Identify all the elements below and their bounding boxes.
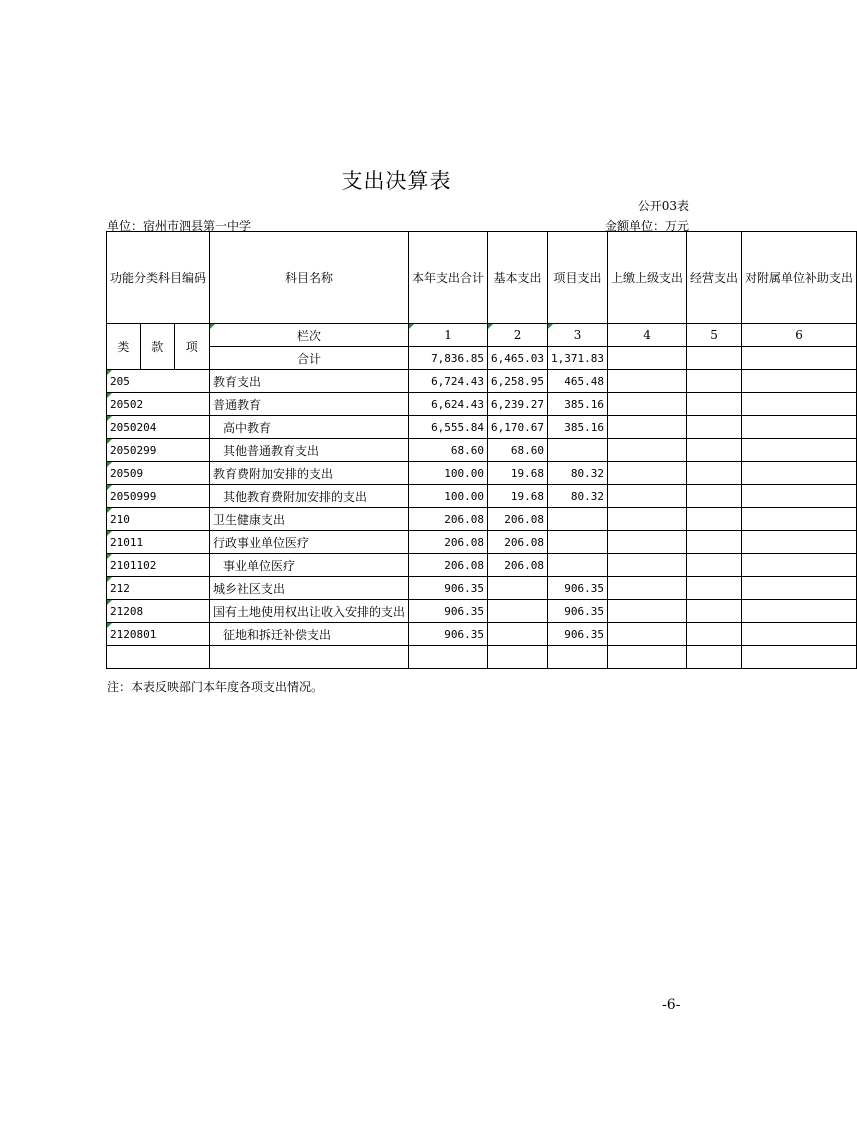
page-number: -6-: [662, 997, 681, 1013]
row-name-cell: [210, 508, 409, 531]
row-code-cell: 2050204: [107, 416, 210, 439]
header-total: 本年支出合计: [409, 232, 488, 324]
header-xiang: 项: [174, 324, 209, 370]
row-project-cell: 906.35: [548, 600, 608, 623]
row-name: 教育费附加安排的支出: [213, 466, 334, 481]
row-name: 其他普通教育支出: [223, 443, 320, 458]
row-code-cell: 205: [107, 370, 210, 393]
row-code-cell: 210: [107, 508, 210, 531]
expenditure-table: [106, 231, 857, 669]
row-name: 普通教育: [213, 397, 262, 412]
row-name-cell: [210, 623, 409, 646]
row-basic-cell: 206.08: [488, 508, 548, 531]
row-name-cell: [210, 462, 409, 485]
table-row: [107, 600, 857, 623]
header-subject-name: 科目名称: [210, 232, 409, 324]
header-basic: 基本支出: [488, 232, 548, 324]
row-basic-cell: 68.60: [488, 439, 548, 462]
row-total-cell: 6,724.43: [409, 370, 488, 393]
total-amount: 7,836.85: [409, 347, 488, 370]
row-basic-cell: [488, 623, 548, 646]
row-basic-cell: 6,239.27: [488, 393, 548, 416]
row-total-cell: 6,555.84: [409, 416, 488, 439]
row-project-cell: 906.35: [548, 623, 608, 646]
row-code-cell: 212: [107, 577, 210, 600]
col-num-1: 1: [409, 324, 488, 347]
row-code-cell: 20502: [107, 393, 210, 416]
row-name-cell: [210, 485, 409, 508]
header-subsidy: 对附属单位补助支出: [742, 232, 857, 324]
row-name: 高中教育: [223, 420, 272, 435]
column-order-label: 栏次: [210, 324, 409, 347]
row-name: 国有土地使用权出让收入安排的支出: [213, 604, 406, 619]
row-total-cell: 206.08: [409, 531, 488, 554]
col-num-2: 2: [488, 324, 548, 347]
header-lei: 类: [107, 324, 141, 370]
row-total-cell: 206.08: [409, 508, 488, 531]
col-num-5: 5: [687, 324, 742, 347]
header-func-code: 功能分类科目编码: [107, 232, 210, 324]
table-row: [107, 485, 857, 508]
row-total-cell: 906.35: [409, 623, 488, 646]
row-total-cell: 68.60: [409, 439, 488, 462]
row-basic-cell: 6,258.95: [488, 370, 548, 393]
row-basic-cell: 19.68: [488, 462, 548, 485]
row-basic-cell: 19.68: [488, 485, 548, 508]
row-basic-cell: 206.08: [488, 531, 548, 554]
row-project-cell: 465.48: [548, 370, 608, 393]
row-total-cell: 6,624.43: [409, 393, 488, 416]
row-project-cell: 906.35: [548, 577, 608, 600]
column-order-row: [107, 324, 857, 347]
row-name-cell: [210, 393, 409, 416]
row-name-cell: [210, 370, 409, 393]
row-basic-cell: [488, 600, 548, 623]
table-row: [107, 393, 857, 416]
row-total-cell: 100.00: [409, 485, 488, 508]
table-row: [107, 577, 857, 600]
table-row: [107, 508, 857, 531]
empty-row: [107, 646, 857, 669]
table-row: [107, 623, 857, 646]
row-code-cell: 2120801: [107, 623, 210, 646]
col-num-4: 4: [608, 324, 687, 347]
row-name: 行政事业单位医疗: [213, 535, 310, 550]
row-name-cell: [210, 531, 409, 554]
row-basic-cell: [488, 577, 548, 600]
row-code-cell: 2050999: [107, 485, 210, 508]
row-name: 事业单位医疗: [223, 558, 296, 573]
row-project-cell: [548, 439, 608, 462]
row-name-cell: [210, 554, 409, 577]
table-row: [107, 370, 857, 393]
total-label: 合计: [210, 347, 409, 370]
row-name: 其他教育费附加安排的支出: [223, 489, 368, 504]
table-row: [107, 554, 857, 577]
row-code-cell: 20509: [107, 462, 210, 485]
row-code-cell: 21011: [107, 531, 210, 554]
row-project-cell: [548, 554, 608, 577]
reporting-unit: 单位：宿州市泗县第一中学: [107, 219, 252, 233]
row-basic-cell: 6,170.67: [488, 416, 548, 439]
row-code-cell: 21208: [107, 600, 210, 623]
table-row: [107, 439, 857, 462]
header-project: 项目支出: [548, 232, 608, 324]
amount-unit: 金额单位：万元: [604, 219, 689, 233]
row-project-cell: [548, 508, 608, 531]
col-num-6: 6: [742, 324, 857, 347]
row-name: 卫生健康支出: [213, 512, 286, 527]
footnote: 注：本表反映部门本年度各项支出情况。: [107, 680, 324, 694]
row-code-cell: 2050299: [107, 439, 210, 462]
row-name: 征地和拆迁补偿支出: [223, 627, 332, 642]
row-total-cell: 100.00: [409, 462, 488, 485]
row-name-cell: [210, 577, 409, 600]
row-project-cell: 385.16: [548, 416, 608, 439]
row-project-cell: 80.32: [548, 462, 608, 485]
row-name-cell: [210, 416, 409, 439]
row-name: 城乡社区支出: [213, 581, 286, 596]
row-total-cell: 906.35: [409, 600, 488, 623]
row-name: 教育支出: [213, 374, 262, 389]
row-total-cell: 206.08: [409, 554, 488, 577]
form-code: 公开03表: [637, 199, 689, 213]
total-basic: 6,465.03: [488, 347, 548, 370]
page-title: 支出决算表: [341, 169, 452, 193]
row-name-cell: [210, 600, 409, 623]
table-row: [107, 531, 857, 554]
header-row: [107, 232, 857, 324]
table-row: [107, 462, 857, 485]
row-basic-cell: 206.08: [488, 554, 548, 577]
header-business: 经营支出: [687, 232, 742, 324]
row-total-cell: 906.35: [409, 577, 488, 600]
header-kuan: 款: [140, 324, 174, 370]
total-row: [107, 347, 857, 370]
col-num-3: 3: [548, 324, 608, 347]
table-row: [107, 416, 857, 439]
header-upper: 上缴上级支出: [608, 232, 687, 324]
row-code-cell: 2101102: [107, 554, 210, 577]
row-project-cell: 80.32: [548, 485, 608, 508]
row-name-cell: [210, 439, 409, 462]
total-project: 1,371.83: [548, 347, 608, 370]
row-project-cell: [548, 531, 608, 554]
row-project-cell: 385.16: [548, 393, 608, 416]
